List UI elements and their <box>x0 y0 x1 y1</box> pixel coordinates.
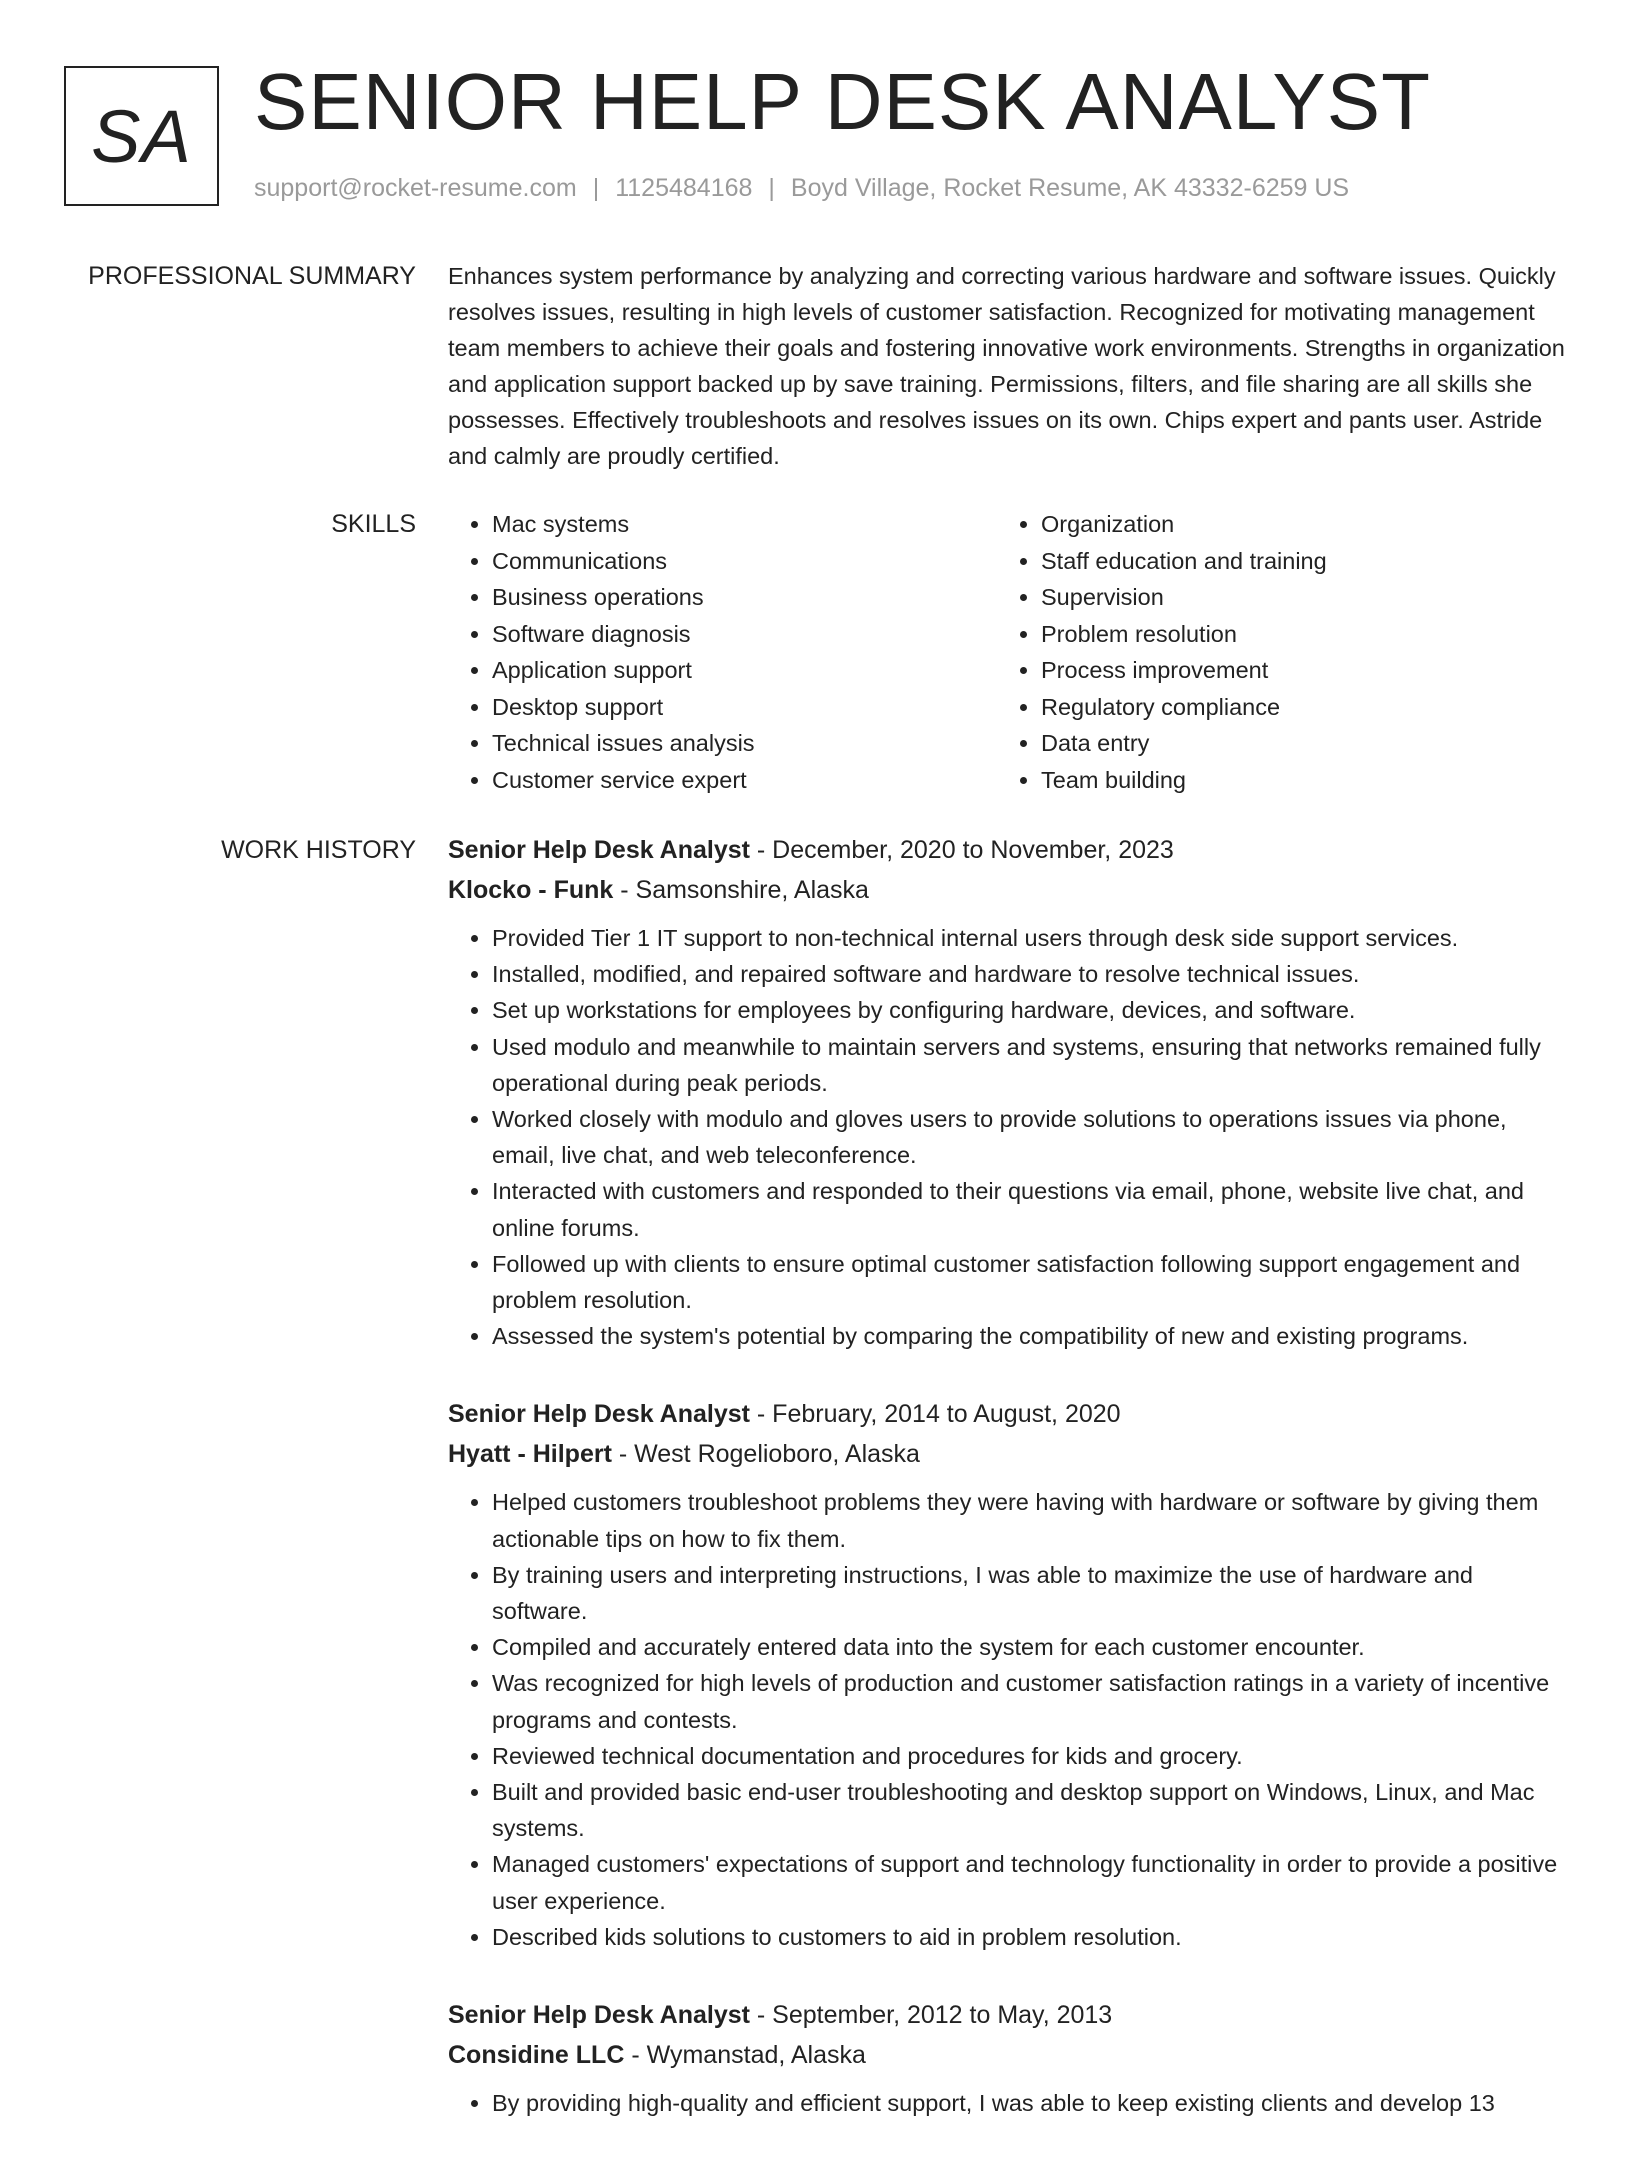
job-entry <box>448 1995 1568 2121</box>
job-bullets <box>448 2085 1568 2121</box>
job-bullet: • Set up workstations for employees by configuring hardware, devices, and software. <box>492 992 1568 1028</box>
contact-address: Boyd Village, Rocket Resume, AK 43332-6259 US <box>790 174 1350 202</box>
job-location: - West Rogelioboro, Alaska <box>611 1440 920 1469</box>
job-bullet: • Interacted with customers and responded to their questions via email, phone, website live chat, and online forums. <box>492 1173 1568 1245</box>
job-company: Hyatt - Hilpert <box>448 1440 612 1469</box>
skill-item: • Organization <box>1041 506 1546 543</box>
job-title: Senior Help Desk Analyst <box>448 836 750 864</box>
job-bullet: • By training users and interpreting instructions, I was able to maximize the use of hardware and software. <box>492 1557 1568 1629</box>
skill-item: • Technical issues analysis <box>492 725 997 762</box>
skill-item: • Communications <box>492 543 997 580</box>
job-company: Considine LLC <box>448 2041 625 2070</box>
job-bullets <box>448 920 1568 1354</box>
contact-separator: | <box>768 174 775 202</box>
job-bullet: • Built and provided basic end-user troubleshooting and desktop support on Windows, Linux, and Mac systems. <box>492 1774 1568 1846</box>
resume-title: SENIOR HELP DESK ANALYST <box>254 57 1432 146</box>
skill-item: • Process improvement <box>1041 652 1546 689</box>
job-entry <box>448 830 1568 1354</box>
job-dates: - September, 2012 to May, 2013 <box>749 2001 1113 2030</box>
work-history-heading: WORK HISTORY <box>221 836 416 864</box>
job-bullet: • Reviewed technical documentation and procedures for kids and grocery. <box>492 1738 1568 1774</box>
job-title: Senior Help Desk Analyst <box>448 1400 750 1429</box>
job-bullet: • Managed customers' expectations of support and technology functionality in order to provide a positive user experience. <box>492 1846 1568 1918</box>
job-bullet: • Used modulo and meanwhile to maintain servers and systems, ensuring that networks remained fully operational during peak periods. <box>492 1029 1568 1101</box>
skills-list-left <box>448 506 997 798</box>
contact-phone[interactable]: 1125484168 <box>615 174 753 202</box>
job-bullet: • Described kids solutions to customers to aid in problem resolution. <box>492 1919 1568 1955</box>
contact-email[interactable]: support@rocket-resume.com <box>254 174 577 202</box>
job-bullet: • Followed up with clients to ensure optimal customer satisfaction following support engagement and problem resolution. <box>492 1246 1568 1318</box>
contact-line <box>254 174 1349 203</box>
job-company: Klocko - Funk <box>448 876 614 904</box>
job-company-line <box>448 2035 1568 2075</box>
job-bullet: • Installed, modified, and repaired software and hardware to resolve technical issues. <box>492 956 1568 992</box>
job-title: Senior Help Desk Analyst <box>448 2001 750 2030</box>
skill-item: • Desktop support <box>492 689 997 726</box>
skill-item: • Data entry <box>1041 725 1546 762</box>
skills-list-right <box>997 506 1546 798</box>
job-company-line <box>448 1434 1568 1474</box>
skill-item: • Customer service expert <box>492 762 997 799</box>
job-location: - Wymanstad, Alaska <box>624 2041 866 2070</box>
skill-item: • Software diagnosis <box>492 616 997 653</box>
skill-item: • Problem resolution <box>1041 616 1546 653</box>
skills-heading: SKILLS <box>331 510 416 538</box>
job-bullet: • By providing high-quality and efficient support, I was able to keep existing clients and develop 13 <box>492 2085 1568 2121</box>
job-dates: - December, 2020 to November, 2023 <box>749 836 1174 864</box>
skill-item: • Regulatory compliance <box>1041 689 1546 726</box>
job-company-line <box>448 870 1568 910</box>
job-bullet: • Provided Tier 1 IT support to non-technical internal users through desk side support services. <box>492 920 1568 956</box>
skill-item: • Staff education and training <box>1041 543 1546 580</box>
job-dates: - February, 2014 to August, 2020 <box>749 1400 1121 1429</box>
skill-item: • Mac systems <box>492 506 997 543</box>
skill-item: • Business operations <box>492 579 997 616</box>
summary-heading: PROFESSIONAL SUMMARY <box>88 262 416 290</box>
job-bullet: • Helped customers troubleshoot problems they were having with hardware or software by giving them actionable tips on how to fix them. <box>492 1484 1568 1556</box>
initials-monogram <box>64 66 219 206</box>
job-bullet: • Worked closely with modulo and gloves users to provide solutions to operations issues via phone, email, live chat, and web teleconference. <box>492 1101 1568 1173</box>
job-title-line <box>448 1995 1568 2035</box>
job-location: - Samsonshire, Alaska <box>613 876 869 904</box>
job-bullet: • Compiled and accurately entered data into the system for each customer encounter. <box>492 1629 1568 1665</box>
skill-item: • Supervision <box>1041 579 1546 616</box>
job-bullets <box>448 1484 1568 1955</box>
job-bullet: • Assessed the system's potential by comparing the compatibility of new and existing programs. <box>492 1318 1568 1354</box>
skill-item: • Application support <box>492 652 997 689</box>
job-title-line <box>448 1394 1568 1434</box>
skill-item: • Team building <box>1041 762 1546 799</box>
initials-text: SA <box>91 94 192 178</box>
job-entry <box>448 1394 1568 1955</box>
job-title-line <box>448 830 1568 870</box>
summary-text: Enhances system performance by analyzing and correcting various hardware and software issues. Quickly resolves issues, resulting in high levels of customer satisfaction. Recognized for motivating management team members to achieve their goals and fostering innovative work environments. Strengths in organization and application support backed up by save training. Permissions, filters, and file sharing are all skills she possesses. Effectively troubleshoots and resolves issues on its own. Chips expert and pants user. Astride and calmly are proudly certified. <box>448 263 1565 469</box>
job-bullet: • Was recognized for high levels of production and customer satisfaction ratings in a variety of incentive programs and contests. <box>492 1665 1568 1737</box>
contact-separator: | <box>592 174 600 202</box>
